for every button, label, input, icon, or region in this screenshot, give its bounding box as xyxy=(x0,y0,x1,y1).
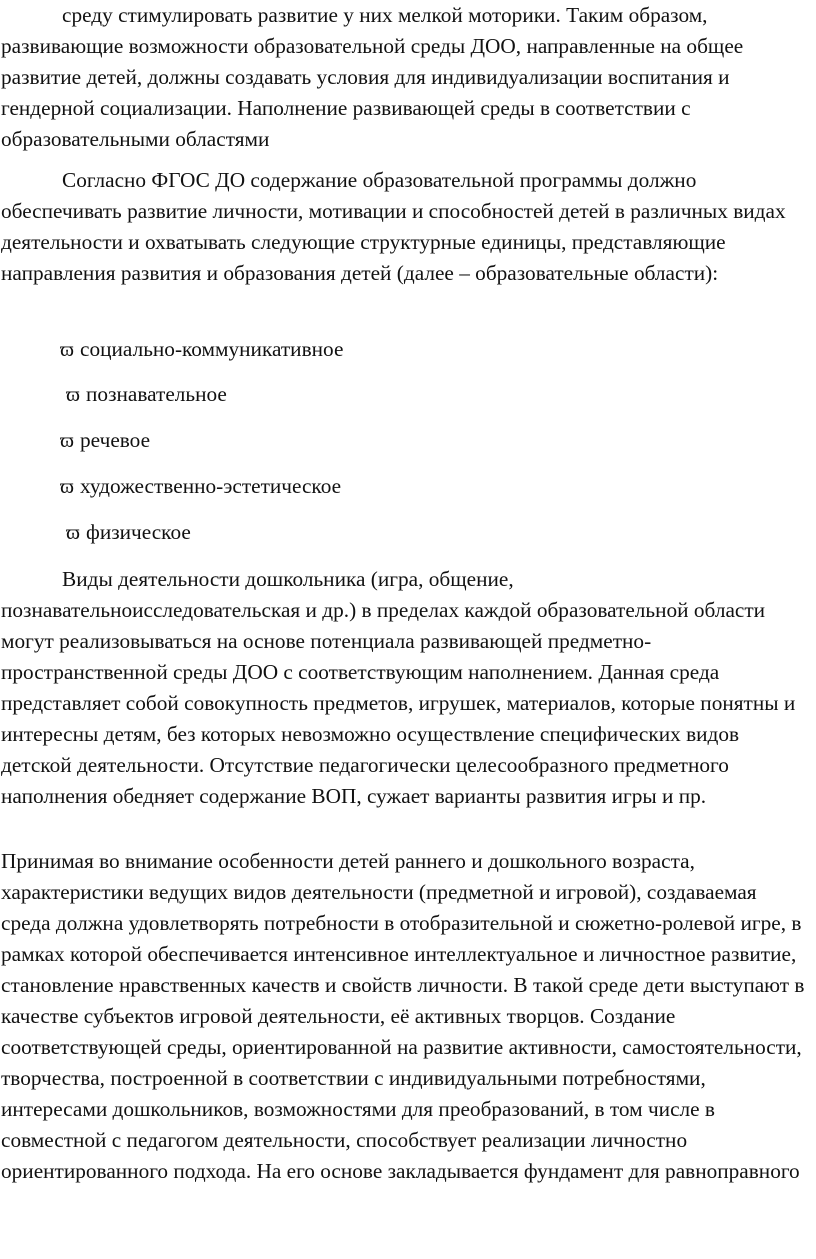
bullet-symbol: ϖ xyxy=(60,474,75,498)
bullet-symbol: ϖ xyxy=(60,337,75,361)
list-item-physical xyxy=(66,517,191,548)
list-item-label: речевое xyxy=(80,428,151,452)
list-item-cognitive xyxy=(66,379,227,410)
paragraph-fgos: Согласно ФГОС ДО содержание образовательной программы должно обеспечивать развитие личности, мотивации и способностей детей в различных видах деятельности и охватывать следующие структурные единицы, представляющие направления развития и образования детей (далее – образовательные области): xyxy=(1,168,786,285)
list-item-label: познавательное xyxy=(86,382,227,406)
list-item-label: художественно-эстетическое xyxy=(80,474,342,498)
list-item-social xyxy=(60,334,343,365)
paragraph-environment: Принимая во внимание особенности детей раннего и дошкольного возраста, характеристики ведущих видов деятельности (предметной и игровой), создаваемая среда должна удовлетворять потребности в отобразительной и сюжетно-ролевой игре, в рамках которой обеспечивается интенсивное интеллектуальное и личностное развитие, становление нравственных качеств и свойств личности. В такой среде дети выступают в качестве субъектов игровой деятельности, её активных творцов. Создание соответствующей среды, ориентированной на развитие активности, самостоятельности, творчества, построенной в соответствии с индивидуальными потребностями, интересами дошкольников, возможностями для преобразований, в том числе в совместной с педагогом деятельности, способствует реализации личностно ориентированного подхода. На его основе закладывается фундамент для равноправного xyxy=(1,849,805,1183)
paragraph-activities: Виды деятельности дошкольника (игра, общение, познавательноисследовательская и др.) в пределах каждой образовательной области могут реализовываться на основе потенциала развивающей предметно-пространственной среды ДОО с соответствующим наполнением. Данная среда представляет собой совокупность предметов, игрушек, материалов, которые понятны и интересны детям, без которых невозможно осуществление специфических видов детской деятельности. Отсутствие педагогически целесообразного предметного наполнения обедняет содержание ВОП, сужает варианты развития игры и пр. xyxy=(1,567,796,808)
list-item-artistic xyxy=(60,471,341,502)
paragraph-intro: среду стимулировать развитие у них мелкой моторики. Таким образом, развивающие возможности образовательной среды ДОО, направленные на общее развитие детей, должны создавать условия для индивидуализации воспитания и гендерной социализации. Наполнение развивающей среды в соответствии с образовательными областями xyxy=(1,3,744,151)
bullet-symbol: ϖ xyxy=(66,520,81,544)
list-item-speech xyxy=(60,425,150,456)
list-item-label: физическое xyxy=(86,520,191,544)
bullet-symbol: ϖ xyxy=(66,382,81,406)
list-item-label: социально-коммуникативное xyxy=(80,337,344,361)
bullet-symbol: ϖ xyxy=(60,428,75,452)
